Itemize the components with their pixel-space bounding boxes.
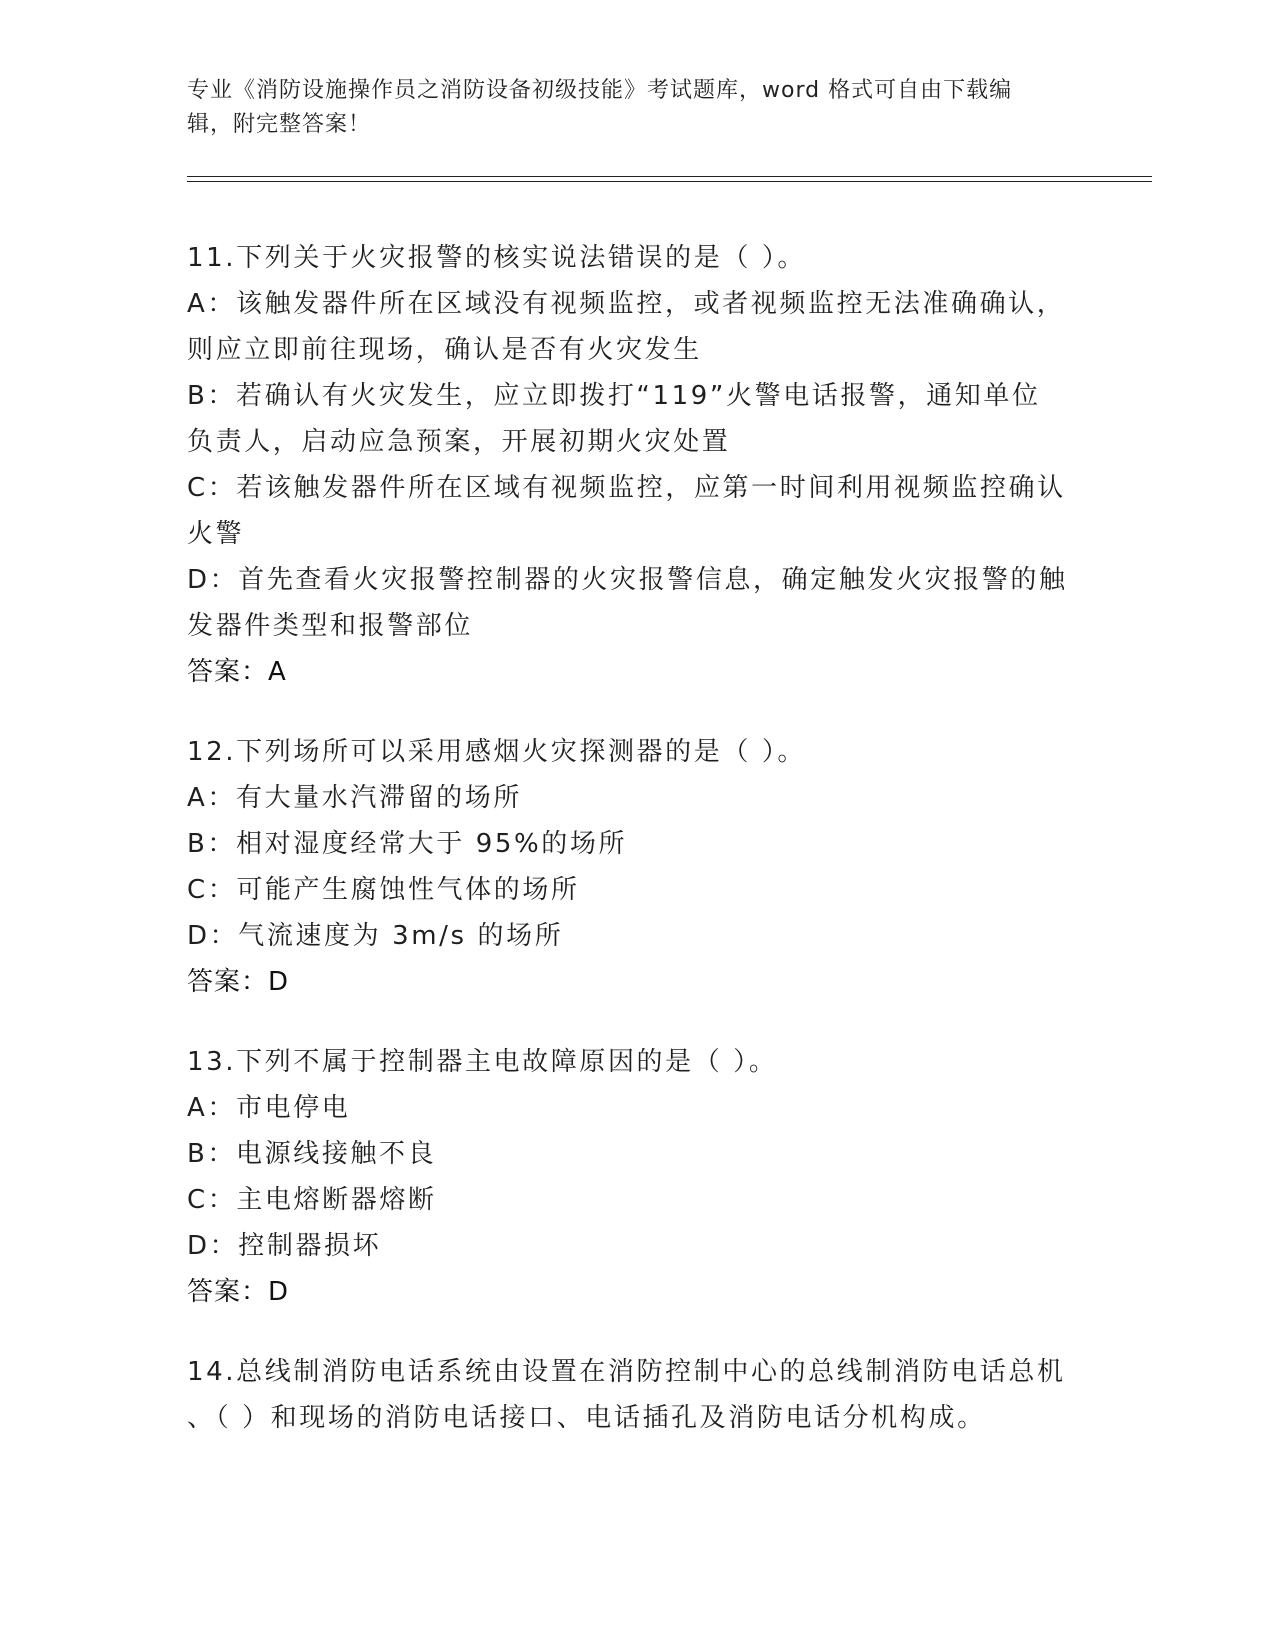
question-stem: 11.下列关于火灾报警的核实说法错误的是（ ）。 [187, 243, 807, 273]
header-divider-bottom [187, 181, 1152, 182]
answer-label: 答案：D [187, 967, 290, 997]
question-block [187, 1349, 1087, 1441]
answer-label: 答案：A [187, 657, 287, 687]
question-stem-line-2: 、（ ）和现场的消防电话接口、电话插孔及消防电话分机构成。 [187, 1403, 986, 1433]
question-block [187, 235, 1087, 695]
question-block [187, 729, 1087, 1005]
option-c-line-2: 火警 [187, 519, 245, 549]
header-line-2: 辑，附完整答案！ [187, 112, 372, 137]
option-c: C：可能产生腐蚀性气体的场所 [187, 875, 580, 905]
option-a: A：市电停电 [187, 1093, 351, 1123]
option-d: D：气流速度为 3m/s 的场所 [187, 921, 564, 951]
answer-label: 答案：D [187, 1277, 290, 1307]
document-header [187, 74, 1067, 142]
question-block [187, 1039, 1087, 1315]
option-c: C：主电熔断器熔断 [187, 1185, 437, 1215]
question-stem: 13.下列不属于控制器主电故障原因的是（ ）。 [187, 1047, 778, 1077]
option-b-line-1: B：若确认有火灾发生，应立即拨打“119”火警电话报警，通知单位 [187, 381, 1041, 411]
question-spacer [187, 1315, 1087, 1349]
header-divider-top [187, 176, 1152, 177]
question-list [187, 235, 1087, 1441]
option-a: A：有大量水汽滞留的场所 [187, 783, 522, 813]
header-line-1: 专业《消防设施操作员之消防设备初级技能》考试题库，word 格式可自由下载编 [187, 78, 1013, 103]
option-b-line-2: 负责人，启动应急预案，开展初期火灾处置 [187, 427, 731, 457]
option-a-line-2: 则应立即前往现场，确认是否有火灾发生 [187, 335, 702, 365]
option-d-line-1: D：首先查看火灾报警控制器的火灾报警信息，确定触发火灾报警的触 [187, 565, 1068, 595]
option-c-line-1: C：若该触发器件所在区域有视频监控，应第一时间利用视频监控确认 [187, 473, 1066, 503]
option-b: B：电源线接触不良 [187, 1139, 437, 1169]
question-stem-line-1: 14.总线制消防电话系统由设置在消防控制中心的总线制消防电话总机 [187, 1357, 1066, 1387]
option-a-line-1: A：该触发器件所在区域没有视频监控，或者视频监控无法准确确认， [187, 289, 1066, 319]
option-b: B：相对湿度经常大于 95%的场所 [187, 829, 628, 859]
option-d: D：控制器损坏 [187, 1231, 382, 1261]
question-spacer [187, 1005, 1087, 1039]
option-d-line-2: 发器件类型和报警部位 [187, 611, 474, 641]
question-stem: 12.下列场所可以采用感烟火灾探测器的是（ ）。 [187, 737, 807, 767]
question-spacer [187, 695, 1087, 729]
